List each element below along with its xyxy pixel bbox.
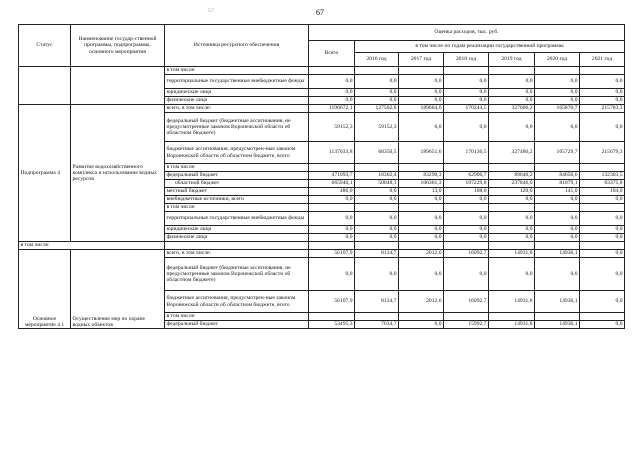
value-cell: 0,0: [489, 75, 535, 89]
header-estimate: Оценка расходов, тыс. руб.: [309, 25, 625, 41]
header-year: 2021 год: [580, 53, 625, 67]
value-cell: 0,0: [399, 258, 444, 291]
value-cell: 0,0: [309, 212, 355, 226]
value-cell: 0,0: [399, 113, 444, 142]
value-cell: [444, 313, 489, 321]
source-cell: федеральный бюджет (бюджетные ассигнования, не предусмотренные законом Воронежской области об областном бюджете): [165, 113, 309, 142]
status-cell: [19, 67, 71, 105]
value-cell: 0,0: [444, 97, 489, 105]
value-cell: 0,0: [444, 113, 489, 142]
value-cell: 327606,2: [489, 105, 535, 113]
value-cell: 0,0: [535, 258, 580, 291]
value-cell: 0,0: [309, 226, 355, 234]
header-years-group: в том числе по годам реализации государственной программы: [355, 41, 625, 53]
source-cell: федеральный бюджет (бюджетные ассигнования, не предусмотренные законом Воронежской области об областном бюджете): [165, 258, 309, 291]
source-cell: физические лица: [165, 234, 309, 242]
value-cell: 0,0: [580, 113, 625, 142]
source-cell: в том числе:: [165, 204, 309, 212]
value-cell: 0,0: [444, 196, 489, 204]
value-cell: 108,0: [444, 188, 489, 196]
value-cell: [444, 164, 489, 172]
value-cell: 165729,7: [535, 142, 580, 164]
value-cell: 0,0: [580, 196, 625, 204]
value-cell: 0,0: [444, 75, 489, 89]
value-cell: [355, 67, 399, 75]
value-cell: 13,0: [399, 188, 444, 196]
value-cell: 0,0: [535, 234, 580, 242]
value-cell: [444, 204, 489, 212]
empty-cell: [535, 242, 580, 250]
value-cell: 2012,6: [399, 250, 444, 258]
value-cell: 141,0: [535, 188, 580, 196]
value-cell: [489, 313, 535, 321]
value-cell: 132303,5: [580, 172, 625, 180]
value-cell: 107229,8: [444, 180, 489, 188]
value-cell: 0,0: [355, 226, 399, 234]
source-cell: территориальные государственные внебюджетные фонды: [165, 75, 309, 89]
corner-mark: 5/7: [208, 9, 215, 14]
value-cell: 89640,2: [489, 172, 535, 180]
value-cell: [580, 67, 625, 75]
source-cell: внебюджетные источники, всего: [165, 196, 309, 204]
value-cell: 56107,9: [309, 291, 355, 313]
empty-cell: [309, 242, 355, 250]
value-cell: 83375,8: [580, 180, 625, 188]
value-cell: 0,0: [489, 212, 535, 226]
value-cell: 0,0: [444, 89, 489, 97]
value-cell: 0,0: [580, 212, 625, 226]
value-cell: 15992,7: [444, 321, 489, 329]
value-cell: 0,0: [535, 75, 580, 89]
table-row: [19, 250, 625, 258]
value-cell: [535, 313, 580, 321]
value-cell: 0,0: [489, 89, 535, 97]
value-cell: 0,0: [580, 291, 625, 313]
value-cell: 170244,5: [444, 105, 489, 113]
value-cell: 0,0: [444, 258, 489, 291]
value-cell: 0,0: [399, 196, 444, 204]
value-cell: 215679,3: [580, 142, 625, 164]
value-cell: 0,0: [580, 321, 625, 329]
value-cell: 0,0: [309, 258, 355, 291]
value-cell: 14931,8: [489, 250, 535, 258]
header-year: 2019 год: [489, 53, 535, 67]
value-cell: 0,0: [355, 234, 399, 242]
value-cell: 0,0: [309, 75, 355, 89]
value-cell: 2012,6: [399, 291, 444, 313]
value-cell: 0,0: [399, 97, 444, 105]
source-cell: бюджетные ассигнования, предусмотрен-ные законом Воронежской области об областном бюджете, всего: [165, 291, 309, 313]
value-cell: 127502,8: [355, 105, 399, 113]
value-cell: 0,0: [535, 97, 580, 105]
value-cell: 0,0: [535, 113, 580, 142]
value-cell: 59152,3: [355, 113, 399, 142]
value-cell: [399, 204, 444, 212]
header-sources: Источники ресурсного обеспечения: [165, 25, 309, 67]
source-cell: областной бюджет: [165, 180, 309, 188]
value-cell: 0,0: [580, 258, 625, 291]
value-cell: 237846,0: [489, 180, 535, 188]
value-cell: 0,0: [444, 234, 489, 242]
header-year: 2018 год: [444, 53, 489, 67]
name-cell: [71, 67, 165, 105]
source-cell: бюджетные ассигнования, предусмотрен-ные законом Воронежской области об областном бюджете, всего: [165, 142, 309, 164]
name-cell: Осуществление мер по охране водных объектов: [71, 250, 165, 329]
value-cell: 0,0: [399, 234, 444, 242]
value-cell: [580, 204, 625, 212]
value-cell: 104,0: [580, 188, 625, 196]
value-cell: 0,0: [535, 212, 580, 226]
source-cell: юридические лица: [165, 89, 309, 97]
value-cell: 0,0: [355, 97, 399, 105]
name-cell: Развитие водохозяйственного комплекса и использование водных ресурсов: [71, 105, 165, 242]
value-cell: 0,0: [355, 89, 399, 97]
value-cell: [580, 164, 625, 172]
value-cell: [399, 67, 444, 75]
source-cell: юридические лица: [165, 226, 309, 234]
budget-table: [18, 24, 625, 329]
value-cell: 0,0: [355, 75, 399, 89]
value-cell: 0,0: [489, 196, 535, 204]
value-cell: 665940,1: [309, 180, 355, 188]
status-cell: Подпрограмма 4: [19, 105, 71, 242]
value-cell: 0,0: [399, 321, 444, 329]
empty-cell: [399, 242, 444, 250]
header-total: Всего: [309, 41, 355, 67]
value-cell: [355, 313, 399, 321]
value-cell: 189664,6: [399, 105, 444, 113]
value-cell: 59152,3: [309, 113, 355, 142]
value-cell: 0,0: [309, 234, 355, 242]
header-name: Наименование государ-ственной программы, подпрограммы, основного мероприятия: [71, 25, 165, 67]
value-cell: [309, 164, 355, 172]
value-cell: 0,0: [580, 75, 625, 89]
value-cell: 0,0: [489, 258, 535, 291]
header-year: 2017 год: [399, 53, 444, 67]
value-cell: 0,0: [399, 89, 444, 97]
value-cell: [535, 164, 580, 172]
value-cell: [444, 67, 489, 75]
value-cell: 327486,2: [489, 142, 535, 164]
value-cell: 16092,7: [444, 291, 489, 313]
value-cell: 471093,7: [309, 172, 355, 180]
value-cell: 0,0: [489, 97, 535, 105]
value-cell: [535, 67, 580, 75]
value-cell: 8134,7: [355, 291, 399, 313]
table-row: [19, 105, 625, 113]
value-cell: 0,0: [535, 196, 580, 204]
value-cell: [399, 313, 444, 321]
header-year: 2020 год: [535, 53, 580, 67]
value-cell: 120,0: [489, 188, 535, 196]
value-cell: 0,0: [309, 89, 355, 97]
source-cell: федеральный бюджет: [165, 321, 309, 329]
value-cell: 0,0: [580, 89, 625, 97]
table-row: [19, 242, 625, 250]
value-cell: [489, 204, 535, 212]
value-cell: 106361,3: [399, 180, 444, 188]
value-cell: 0,0: [309, 97, 355, 105]
value-cell: 0,0: [399, 75, 444, 89]
empty-cell: [444, 242, 489, 250]
header-status: Статус: [19, 25, 71, 67]
source-cell: всего, в том числе:: [165, 105, 309, 113]
value-cell: 165870,7: [535, 105, 580, 113]
value-cell: 0,0: [355, 196, 399, 204]
table-row: [19, 67, 625, 75]
empty-cell: [580, 242, 625, 250]
empty-cell: [489, 242, 535, 250]
value-cell: 18302,4: [355, 172, 399, 180]
value-cell: 0,0: [355, 188, 399, 196]
value-cell: 170136,5: [444, 142, 489, 164]
value-cell: 14936,1: [535, 321, 580, 329]
value-cell: 14936,1: [535, 250, 580, 258]
value-cell: 62906,7: [444, 172, 489, 180]
value-cell: [489, 67, 535, 75]
value-cell: 50048,1: [355, 180, 399, 188]
table-body: [19, 67, 625, 329]
header-year: 2016 год: [355, 53, 399, 67]
source-cell: местный бюджет: [165, 188, 309, 196]
value-cell: 0,0: [580, 250, 625, 258]
page-number: 67: [316, 8, 324, 17]
empty-cell: [355, 242, 399, 250]
source-cell: территориальные государственные внебюджетные фонды: [165, 212, 309, 226]
value-cell: [309, 204, 355, 212]
value-cell: 56107,9: [309, 250, 355, 258]
value-cell: 215783,3: [580, 105, 625, 113]
source-cell: физические лица: [165, 97, 309, 105]
value-cell: 81079,1: [535, 180, 580, 188]
source-cell: в том числе:: [165, 67, 309, 75]
value-cell: 0,0: [535, 89, 580, 97]
empty-cell: [165, 242, 309, 250]
value-cell: 14931,8: [489, 291, 535, 313]
value-cell: 0,0: [489, 113, 535, 142]
value-cell: 0,0: [580, 234, 625, 242]
value-cell: 189651,6: [399, 142, 444, 164]
value-cell: [309, 313, 355, 321]
value-cell: 0,0: [535, 226, 580, 234]
value-cell: 14931,8: [489, 321, 535, 329]
value-cell: 0,0: [444, 226, 489, 234]
value-cell: [399, 164, 444, 172]
in-that-cell: в том числе:: [19, 242, 165, 250]
source-cell: в том числе:: [165, 164, 309, 172]
value-cell: [355, 204, 399, 212]
value-cell: 0,0: [355, 212, 399, 226]
value-cell: 0,0: [489, 234, 535, 242]
value-cell: 1137033,8: [309, 142, 355, 164]
value-cell: 0,0: [355, 258, 399, 291]
value-cell: [580, 313, 625, 321]
value-cell: 0,0: [580, 226, 625, 234]
value-cell: 0,0: [399, 212, 444, 226]
value-cell: 16092,7: [444, 250, 489, 258]
value-cell: 68350,5: [355, 142, 399, 164]
source-cell: федеральный бюджет: [165, 172, 309, 180]
value-cell: 0,0: [309, 196, 355, 204]
value-cell: [535, 204, 580, 212]
value-cell: 1196672,1: [309, 105, 355, 113]
value-cell: [489, 164, 535, 172]
value-cell: [309, 67, 355, 75]
value-cell: 8134,7: [355, 250, 399, 258]
value-cell: [355, 164, 399, 172]
value-cell: 0,0: [580, 97, 625, 105]
value-cell: 14936,1: [535, 291, 580, 313]
value-cell: 0,0: [444, 212, 489, 226]
status-cell: Основное мероприятие 4.1: [19, 250, 71, 329]
value-cell: 84650,6: [535, 172, 580, 180]
value-cell: 83290,3: [399, 172, 444, 180]
value-cell: 7634,7: [355, 321, 399, 329]
value-cell: 0,0: [399, 226, 444, 234]
source-cell: всего, в том числе:: [165, 250, 309, 258]
value-cell: 53495,3: [309, 321, 355, 329]
value-cell: 486,0: [309, 188, 355, 196]
source-cell: в том числе:: [165, 313, 309, 321]
value-cell: 0,0: [489, 226, 535, 234]
